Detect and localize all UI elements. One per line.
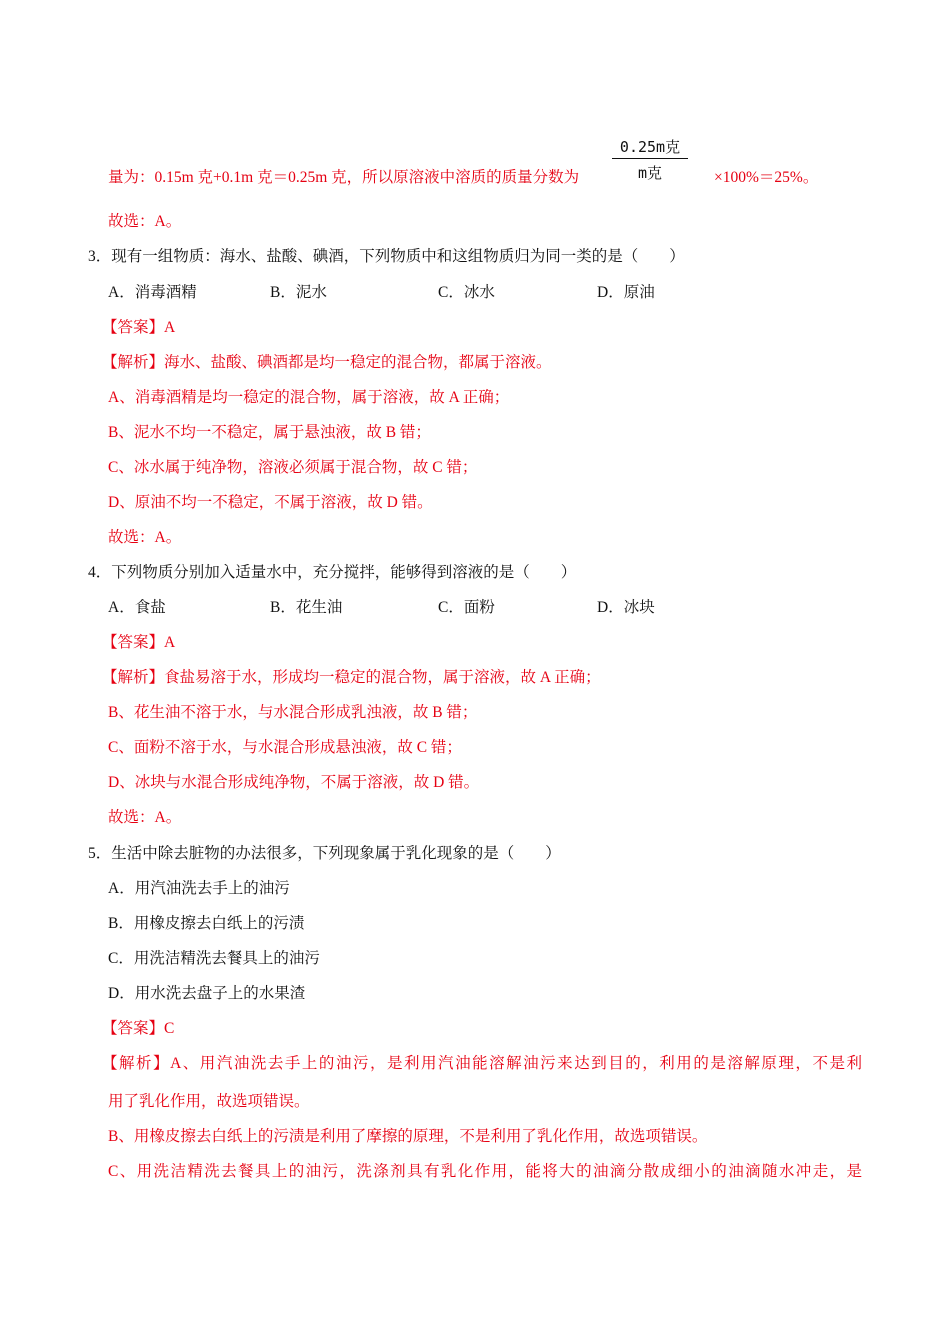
prev-formula-text: 量为：0.15m 克+0.1m 克＝0.25m 克，所以原溶液中溶质的质量分数为 bbox=[108, 169, 580, 186]
q4-option-a: A．食盐 bbox=[108, 599, 166, 616]
q5-option-d: D．用水洗去盘子上的水果渣 bbox=[108, 985, 306, 1002]
q3-choose: 故选：A。 bbox=[108, 529, 182, 546]
q4-analysis-line bbox=[102, 668, 601, 688]
analysis-text: 食盐易溶于水，形成均一稳定的混合物，属于溶液，故 A 正确； bbox=[164, 669, 601, 686]
q5-answer bbox=[102, 1019, 174, 1039]
analysis-tag: 【解析】 bbox=[102, 669, 165, 686]
q3-option-b: B．泥水 bbox=[270, 284, 327, 301]
answer-value: C bbox=[164, 1020, 175, 1037]
prev-formula-tail: ×100%＝25%。 bbox=[714, 169, 819, 186]
q4-analysis-line: B、花生油不溶于水，与水混合形成乳浊液，故 B 错； bbox=[108, 704, 478, 721]
answer-tag: 【答案】 bbox=[102, 1020, 165, 1037]
q4-answer bbox=[102, 633, 175, 653]
fraction-numerator: 0.25m克 bbox=[619, 138, 681, 156]
q3-stem: 3．现有一组物质：海水、盐酸、碘酒，下列物质中和这组物质归为同一类的是（ ） bbox=[88, 248, 685, 265]
answer-tag: 【答案】 bbox=[102, 634, 165, 651]
prev-choose: 故选：A。 bbox=[108, 213, 182, 230]
q4-option-b: B．花生油 bbox=[270, 599, 343, 616]
analysis-tag: 【解析】 bbox=[102, 354, 165, 371]
fraction-denominator: m克 bbox=[637, 164, 663, 182]
analysis-tag: 【解析】 bbox=[102, 1055, 171, 1072]
q3-answer bbox=[102, 318, 175, 338]
q4-option-c: C．面粉 bbox=[438, 599, 495, 616]
q4-stem: 4．下列物质分别加入适量水中，充分搅拌，能够得到溶液的是（ ） bbox=[88, 564, 577, 581]
answer-value: A bbox=[164, 319, 176, 336]
q4-analysis-line: D、冰块与水混合形成纯净物，不属于溶液，故 D 错。 bbox=[108, 774, 480, 791]
q4-option-d: D．冰块 bbox=[597, 599, 655, 616]
answer-tag: 【答案】 bbox=[102, 319, 165, 336]
q3-analysis-line bbox=[102, 353, 552, 373]
q5-option-c: C．用洗洁精洗去餐具上的油污 bbox=[108, 950, 320, 967]
q5-analysis-line: 用了乳化作用，故选项错误。 bbox=[108, 1093, 310, 1110]
q5-analysis-line bbox=[102, 1054, 862, 1074]
q3-analysis-line: A、消毒酒精是均一稳定的混合物，属于溶液，故 A 正确； bbox=[108, 389, 510, 406]
q5-option-a: A．用汽油洗去手上的油污 bbox=[108, 880, 290, 897]
analysis-text: 海水、盐酸、碘酒都是均一稳定的混合物，都属于溶液。 bbox=[164, 354, 552, 371]
q3-analysis-line: B、泥水不均一不稳定，属于悬浊液，故 B 错； bbox=[108, 424, 431, 441]
q4-choose: 故选：A。 bbox=[108, 809, 182, 826]
q5-stem: 5．生活中除去脏物的办法很多，下列现象属于乳化现象的是（ ） bbox=[88, 845, 561, 862]
q3-analysis-line: C、冰水属于纯净物，溶液必须属于混合物，故 C 错； bbox=[108, 459, 478, 476]
q3-option-c: C．冰水 bbox=[438, 284, 495, 301]
q3-analysis-line: D、原油不均一不稳定，不属于溶液，故 D 错。 bbox=[108, 494, 433, 511]
q3-option-a: A．消毒酒精 bbox=[108, 284, 197, 301]
q3-option-d: D．原油 bbox=[597, 284, 655, 301]
fraction-bar bbox=[612, 158, 688, 159]
answer-value: A bbox=[164, 634, 176, 651]
q5-analysis-line: B、用橡皮擦去白纸上的污渍是利用了摩擦的原理，不是利用了乳化作用，故选项错误。 bbox=[108, 1128, 708, 1145]
q5-option-b: B．用橡皮擦去白纸上的污渍 bbox=[108, 915, 305, 932]
q5-analysis-line: C、用洗洁精洗去餐具上的油污，洗涤剂具有乳化作用，能将大的油滴分散成细小的油滴随水冲走，是 bbox=[108, 1163, 862, 1180]
analysis-text: A、用汽油洗去手上的油污，是利用汽油能溶解油污来达到目的，利用的是溶解原理，不是利 bbox=[170, 1055, 862, 1072]
q4-analysis-line: C、面粉不溶于水，与水混合形成悬浊液，故 C 错； bbox=[108, 739, 462, 756]
